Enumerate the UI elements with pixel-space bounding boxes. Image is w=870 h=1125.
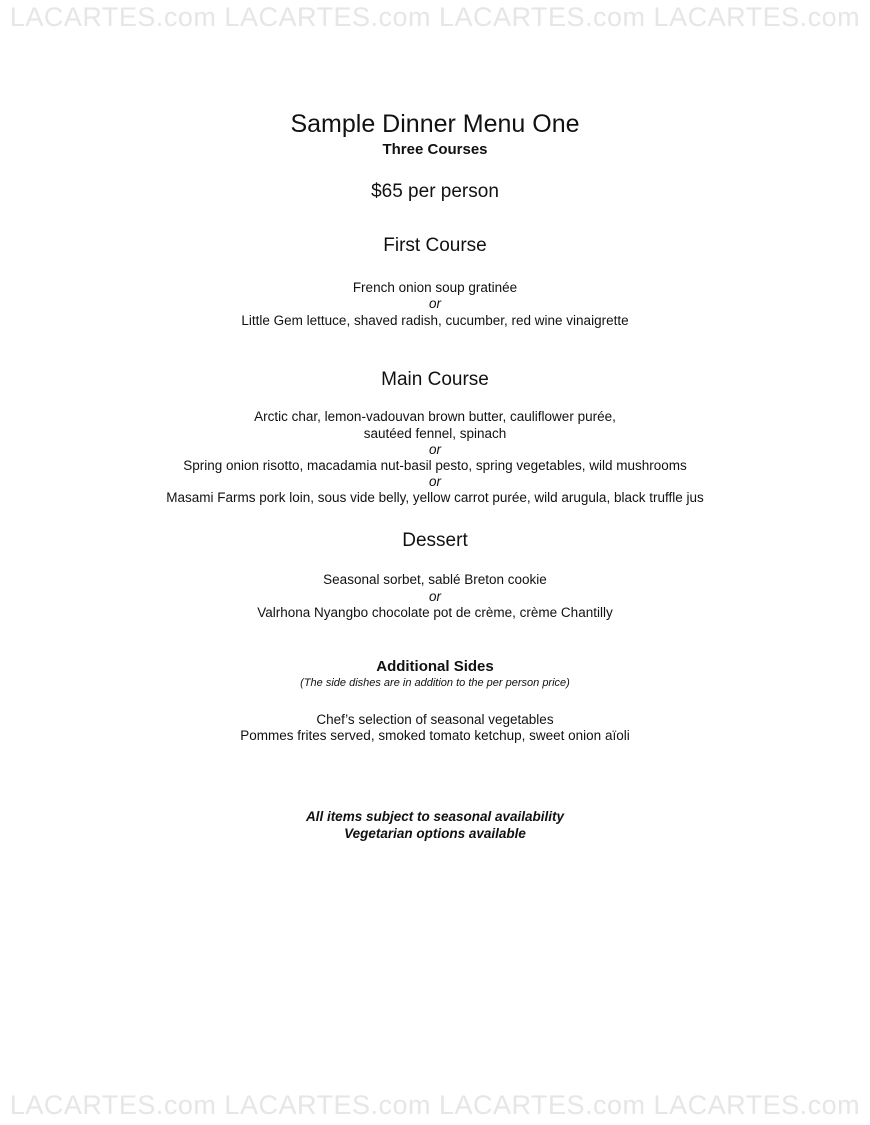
dessert-heading: Dessert [402, 530, 468, 551]
main-course-option-1-line-1: Arctic char, lemon-vadouvan brown butter, cauliflower purée, [254, 409, 616, 424]
footer-availability: All items subject to seasonal availability [305, 809, 565, 824]
first-course-heading: First Course [383, 235, 487, 256]
menu-subtitle: Three Courses [382, 141, 488, 158]
sides-heading: Additional Sides [376, 658, 494, 675]
watermark-top: LACARTES.com LACARTES.com LACARTES.com LACARTES.com [9, 2, 861, 32]
dessert-or: or [428, 589, 441, 604]
sides-item-2: Pommes frites served, smoked tomato ketchup, sweet onion aïoli [240, 728, 630, 743]
sides-note: (The side dishes are in addition to the per person price) [300, 677, 570, 689]
watermark-bottom: LACARTES.com LACARTES.com LACARTES.com LACARTES.com [9, 1090, 861, 1120]
first-course-option-2: Little Gem lettuce, shaved radish, cucumber, red wine vinaigrette [241, 313, 629, 328]
main-course-or-1: or [428, 442, 441, 457]
menu-title: Sample Dinner Menu One [290, 110, 580, 138]
main-course-option-3: Masami Farms pork loin, sous vide belly, yellow carrot purée, wild arugula, black truffle jus [166, 490, 704, 505]
dessert-option-2: Valrhona Nyangbo chocolate pot de crème, crème Chantilly [257, 605, 613, 620]
first-course-option-1: French onion soup gratinée [352, 280, 518, 295]
main-course-or-2: or [428, 474, 441, 489]
sides-item-1: Chef’s selection of seasonal vegetables [316, 712, 554, 727]
main-course-heading: Main Course [381, 369, 489, 390]
dessert-option-1: Seasonal sorbet, sablé Breton cookie [323, 572, 547, 587]
main-course-option-1-line-2: sautéed fennel, spinach [363, 426, 507, 441]
menu-price: $65 per person [371, 181, 499, 202]
first-course-or: or [428, 296, 441, 311]
footer-vegetarian: Vegetarian options available [344, 826, 526, 841]
main-course-option-2: Spring onion risotto, macadamia nut-basil pesto, spring vegetables, wild mushrooms [183, 458, 687, 473]
